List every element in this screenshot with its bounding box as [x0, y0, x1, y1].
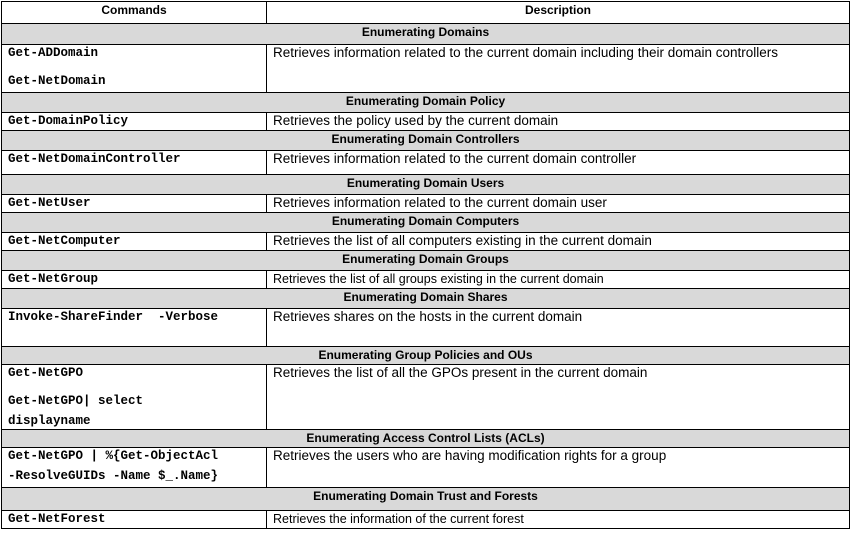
section-title: Enumerating Domain Controllers	[2, 131, 850, 151]
section-row	[2, 289, 850, 309]
table-row	[2, 45, 850, 93]
table-row	[2, 233, 850, 251]
description-cell: Retrieves information related to the current domain controller	[267, 151, 850, 175]
table-row	[2, 195, 850, 213]
description-cell: Retrieves the list of all groups existing in the current domain	[267, 271, 850, 289]
command-text: Invoke-ShareFinder -Verbose	[8, 310, 219, 324]
table-row	[2, 271, 850, 289]
command-cell	[2, 309, 267, 347]
description-cell: Retrieves information related to the current domain including their domain controllers	[267, 45, 850, 93]
section-title: Enumerating Domain Trust and Forests	[2, 488, 850, 511]
section-row	[2, 251, 850, 271]
description-cell: Retrieves the information of the current forest	[267, 511, 850, 529]
section-row	[2, 131, 850, 151]
command-text: Get-NetGPO| select	[8, 394, 144, 408]
command-text: Get-NetDomainController	[8, 152, 181, 166]
section-row	[2, 488, 850, 511]
command-text: Get-NetDomain	[8, 74, 106, 88]
table-row	[2, 511, 850, 529]
command-text: Get-NetGPO | %{Get-ObjectAcl	[8, 449, 219, 463]
commands-table	[1, 1, 850, 529]
command-cell	[2, 233, 267, 251]
description-cell: Retrieves shares on the hosts in the current domain	[267, 309, 850, 347]
command-text: Get-NetGPO	[8, 366, 84, 380]
section-title: Enumerating Domain Computers	[2, 213, 850, 233]
description-cell: Retrieves the users who are having modification rights for a group	[267, 448, 850, 488]
section-row	[2, 347, 850, 365]
command-cell	[2, 45, 267, 93]
section-row	[2, 213, 850, 233]
command-text: Get-NetForest	[8, 512, 106, 526]
command-text: -ResolveGUIDs -Name $_.Name}	[8, 469, 219, 483]
command-cell	[2, 113, 267, 131]
section-title: Enumerating Domain Shares	[2, 289, 850, 309]
command-cell	[2, 195, 267, 213]
section-title: Enumerating Domain Policy	[2, 93, 850, 113]
section-title: Enumerating Domain Users	[2, 175, 850, 195]
command-text: Get-DomainPolicy	[8, 114, 129, 128]
command-text: displayname	[8, 414, 91, 428]
section-title: Enumerating Access Control Lists (ACLs)	[2, 430, 850, 448]
command-text: Get-NetUser	[8, 196, 91, 210]
command-cell	[2, 271, 267, 289]
table-row	[2, 113, 850, 131]
section-row	[2, 93, 850, 113]
description-cell: Retrieves the list of all computers existing in the current domain	[267, 233, 850, 251]
section-row	[2, 430, 850, 448]
command-cell	[2, 448, 267, 488]
description-cell: Retrieves the policy used by the current domain	[267, 113, 850, 131]
description-cell: Retrieves the list of all the GPOs present in the current domain	[267, 365, 850, 430]
command-cell	[2, 511, 267, 529]
section-row	[2, 175, 850, 195]
description-column-header: Description	[267, 2, 850, 24]
table-row	[2, 448, 850, 488]
command-cell	[2, 365, 267, 430]
table-row	[2, 309, 850, 347]
command-text: Get-ADDomain	[8, 46, 99, 60]
command-text: Get-NetGroup	[8, 272, 99, 286]
command-cell	[2, 151, 267, 175]
table-row	[2, 365, 850, 430]
table-row	[2, 151, 850, 175]
commands-column-header: Commands	[2, 2, 267, 24]
section-title: Enumerating Group Policies and OUs	[2, 347, 850, 365]
section-row	[2, 24, 850, 45]
section-title: Enumerating Domains	[2, 24, 850, 45]
description-cell: Retrieves information related to the current domain user	[267, 195, 850, 213]
command-text: Get-NetComputer	[8, 234, 121, 248]
section-title: Enumerating Domain Groups	[2, 251, 850, 271]
header-row	[2, 2, 850, 24]
